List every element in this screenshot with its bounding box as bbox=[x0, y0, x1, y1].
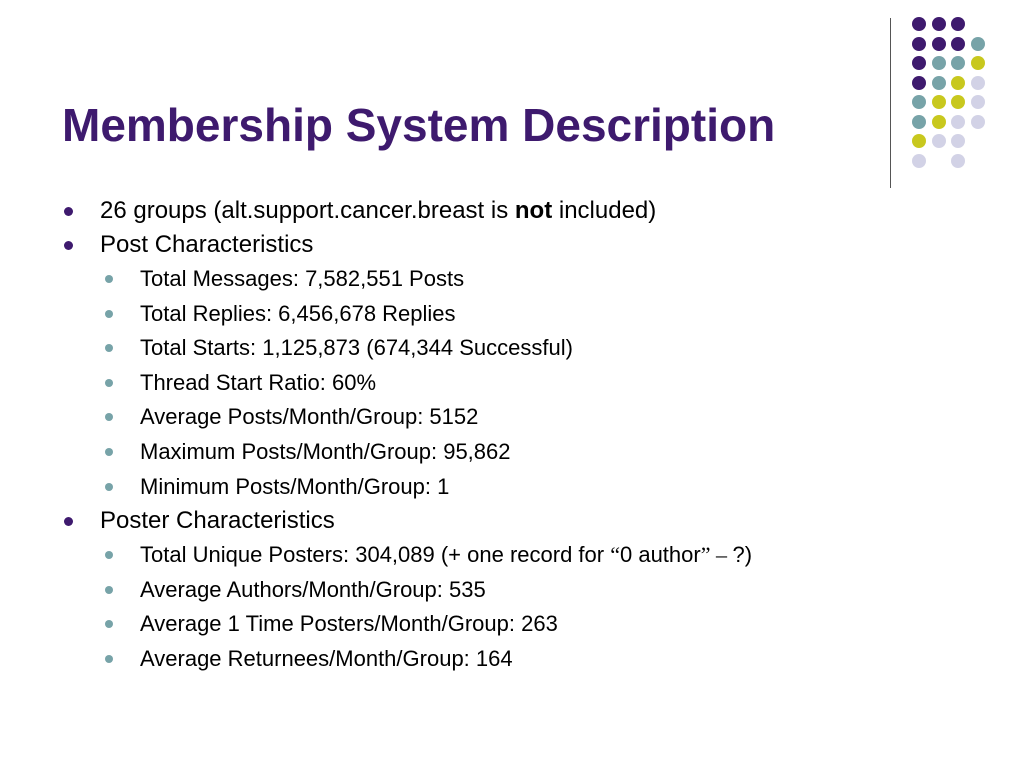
decorative-dot bbox=[912, 76, 926, 90]
bullet-text: ?) bbox=[732, 542, 753, 568]
sub-bullet-item bbox=[60, 642, 1004, 677]
bullet-dot-icon bbox=[105, 275, 113, 283]
decorative-dot bbox=[932, 76, 946, 90]
sub-bullet-item bbox=[60, 366, 1004, 401]
bullet-text: Post Characteristics bbox=[100, 231, 314, 258]
decorative-dot bbox=[951, 17, 965, 31]
bullet-dot-icon bbox=[105, 379, 113, 387]
decorative-dot bbox=[932, 37, 946, 51]
bullet-text: Total Messages: 7,582,551 Posts bbox=[140, 266, 465, 291]
bullet-list bbox=[60, 194, 1004, 677]
decorative-dot bbox=[971, 115, 985, 129]
bullet-text: not bbox=[514, 197, 553, 224]
bullet-dot-icon bbox=[64, 241, 73, 250]
bullet-text: 0 author bbox=[619, 542, 701, 568]
bullet-item bbox=[60, 228, 1004, 262]
sub-bullet-item bbox=[60, 538, 1004, 573]
decorative-dot bbox=[971, 37, 985, 51]
sub-bullet-item bbox=[60, 470, 1004, 505]
decorative-dot bbox=[971, 95, 985, 109]
bullet-text: Average Returnees/Month/Group: 164 bbox=[140, 645, 513, 671]
decorative-dot bbox=[951, 154, 965, 168]
vertical-divider bbox=[890, 18, 891, 188]
bullet-item bbox=[60, 194, 1004, 228]
decorative-dot bbox=[971, 56, 985, 70]
decorative-dot bbox=[912, 154, 926, 168]
decorative-dot bbox=[932, 17, 946, 31]
sub-bullet-item bbox=[60, 262, 1004, 297]
decorative-dot bbox=[951, 115, 965, 129]
bullet-text: “ bbox=[610, 542, 620, 568]
bullet-text: Poster Characteristics bbox=[100, 507, 335, 535]
bullet-text: 26 groups (alt.support.cancer.breast is bbox=[100, 197, 515, 224]
decorative-dot bbox=[932, 134, 946, 148]
sub-bullet-item bbox=[60, 607, 1004, 642]
decorative-dot bbox=[951, 134, 965, 148]
bullet-text: Total Starts: 1,125,873 (674,344 Successful) bbox=[140, 335, 573, 361]
sub-bullet-item bbox=[60, 435, 1004, 470]
decorative-dot bbox=[912, 115, 926, 129]
bullet-dot-icon bbox=[105, 344, 113, 352]
decorative-dot bbox=[912, 134, 926, 148]
decorative-dot bbox=[912, 56, 926, 70]
sub-bullet-item bbox=[60, 297, 1004, 332]
bullet-text: Total Unique Posters: 304,089 (+ one record for bbox=[140, 542, 611, 568]
bullet-text: Average Authors/Month/Group: 535 bbox=[140, 576, 486, 602]
bullet-dot-icon bbox=[64, 207, 73, 216]
bullet-dot-icon bbox=[64, 517, 73, 526]
bullet-text: ” – bbox=[700, 542, 733, 568]
sub-bullet-item bbox=[60, 400, 1004, 435]
bullet-text: included) bbox=[552, 197, 657, 224]
decorative-dot bbox=[951, 37, 965, 51]
decorative-dot bbox=[951, 76, 965, 90]
decorative-dot bbox=[951, 56, 965, 70]
decorative-dot bbox=[932, 95, 946, 109]
bullet-text: Maximum Posts/Month/Group: 95,862 bbox=[140, 438, 511, 464]
bullet-dot-icon bbox=[105, 413, 113, 421]
decorative-dot bbox=[912, 17, 926, 31]
bullet-dot-icon bbox=[105, 586, 113, 594]
decorative-dot bbox=[932, 115, 946, 129]
decorative-dot bbox=[912, 95, 926, 109]
slide-title: Membership System Description bbox=[62, 99, 776, 151]
decorative-dot bbox=[951, 95, 965, 109]
bullet-dot-icon bbox=[105, 448, 113, 456]
bullet-dot-icon bbox=[105, 483, 113, 491]
decorative-dot bbox=[912, 37, 926, 51]
bullet-dot-icon bbox=[105, 620, 113, 628]
bullet-dot-icon bbox=[105, 551, 113, 559]
bullet-text: Average Posts/Month/Group: 5152 bbox=[140, 404, 479, 430]
bullet-dot-icon bbox=[105, 655, 113, 663]
bullet-item bbox=[60, 504, 1004, 538]
sub-bullet-item bbox=[60, 573, 1004, 608]
bullet-text: Thread Start Ratio: 60% bbox=[140, 369, 377, 395]
bullet-dot-icon bbox=[105, 310, 113, 318]
decorative-dot bbox=[971, 76, 985, 90]
bullet-text: Minimum Posts/Month/Group: 1 bbox=[140, 473, 450, 499]
sub-bullet-item bbox=[60, 331, 1004, 366]
bullet-text: Average 1 Time Posters/Month/Group: 263 bbox=[140, 611, 558, 637]
bullet-text: Total Replies: 6,456,678 Replies bbox=[140, 300, 456, 326]
decorative-dot bbox=[932, 56, 946, 70]
